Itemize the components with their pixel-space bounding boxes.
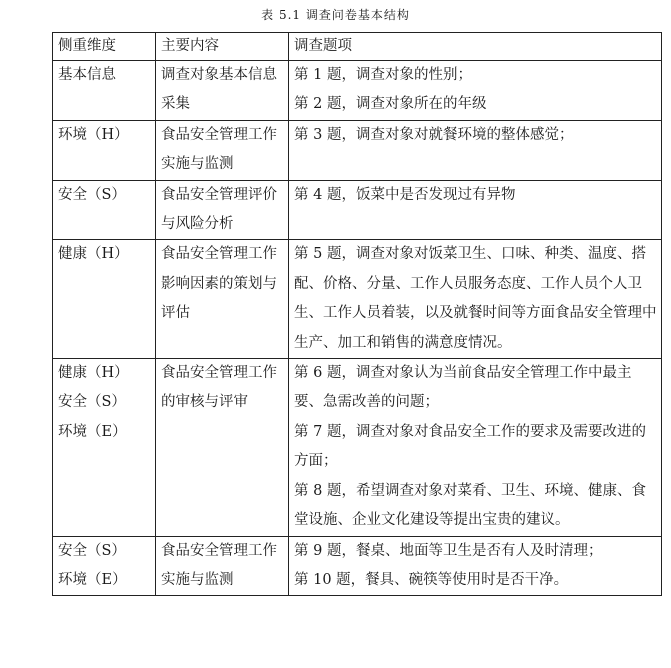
dimension-cell xyxy=(53,359,156,536)
content-cell: 食品安全管理工作的审核与评审 xyxy=(156,359,289,536)
survey-item: 第 4 题，饭菜中是否发现过有异物 xyxy=(294,186,516,203)
dimension-cell xyxy=(53,61,156,121)
survey-item: 第 8 题，希望调查对象对菜肴、卫生、环境、健康、食堂设施、企业文化建设等提出宝贵的建议。 xyxy=(294,482,646,529)
table-row xyxy=(53,120,662,180)
content-cell: 调查对象基本信息采集 xyxy=(156,61,289,121)
items-cell xyxy=(289,61,662,121)
dimension-label: 安全（S） xyxy=(58,186,126,203)
table-row xyxy=(53,61,662,121)
table-row xyxy=(53,536,662,596)
content-cell: 食品安全管理工作实施与监测 xyxy=(156,536,289,596)
items-cell xyxy=(289,120,662,180)
items-cell xyxy=(289,180,662,240)
table-row xyxy=(53,240,662,359)
content-cell: 食品安全管理工作影响因素的策划与评估 xyxy=(156,240,289,359)
survey-item: 第 10 题，餐具、碗筷等使用时是否干净。 xyxy=(294,571,569,588)
dimension-label: 健康（H） xyxy=(58,365,129,382)
dimension-label: 环境（H） xyxy=(58,126,129,143)
survey-item: 第 7 题，调查对象对食品安全工作的要求及需要改进的方面； xyxy=(294,423,646,470)
survey-item: 第 9 题，餐桌、地面等卫生是否有人及时清理； xyxy=(294,542,603,559)
header-items: 调查题项 xyxy=(289,33,662,61)
dimension-label: 安全（S） xyxy=(58,394,126,411)
table-row xyxy=(53,359,662,536)
dimension-label: 健康（H） xyxy=(58,246,129,263)
survey-item: 第 2 题，调查对象所在的年级 xyxy=(294,96,487,113)
items-cell xyxy=(289,536,662,596)
survey-structure-table xyxy=(52,32,662,596)
survey-item: 第 1 题，调查对象的性别； xyxy=(294,67,472,83)
dimension-label: 环境（E） xyxy=(58,571,127,588)
table-header-row xyxy=(53,33,662,61)
survey-item: 第 5 题，调查对象对饭菜卫生、口味、种类、温度、搭配、价格、分量、工作人员服务态度、工作人员个人卫生、工作人员着装，以及就餐时间等方面食品安全管理中生产、加工和销售的满意度情况。 xyxy=(294,246,657,351)
content-cell: 食品安全管理评价与风险分析 xyxy=(156,180,289,240)
dimension-cell xyxy=(53,180,156,240)
dimension-label: 基本信息 xyxy=(58,67,116,83)
header-content: 主要内容 xyxy=(156,33,289,61)
dimension-label: 环境（E） xyxy=(58,423,127,440)
items-cell xyxy=(289,359,662,536)
dimension-label: 安全（S） xyxy=(58,542,126,559)
header-dimension: 侧重维度 xyxy=(53,33,156,61)
survey-item: 第 6 题，调查对象认为当前食品安全管理工作中最主要、急需改善的问题； xyxy=(294,365,632,411)
table-caption: 表 5.1 调查问卷基本结构 xyxy=(261,8,410,22)
table-row xyxy=(53,180,662,240)
items-cell xyxy=(289,240,662,359)
dimension-cell xyxy=(53,240,156,359)
dimension-cell xyxy=(53,120,156,180)
survey-item: 第 3 题，调查对象对就餐环境的整体感觉； xyxy=(294,126,574,143)
content-cell: 食品安全管理工作实施与监测 xyxy=(156,120,289,180)
dimension-cell xyxy=(53,536,156,596)
